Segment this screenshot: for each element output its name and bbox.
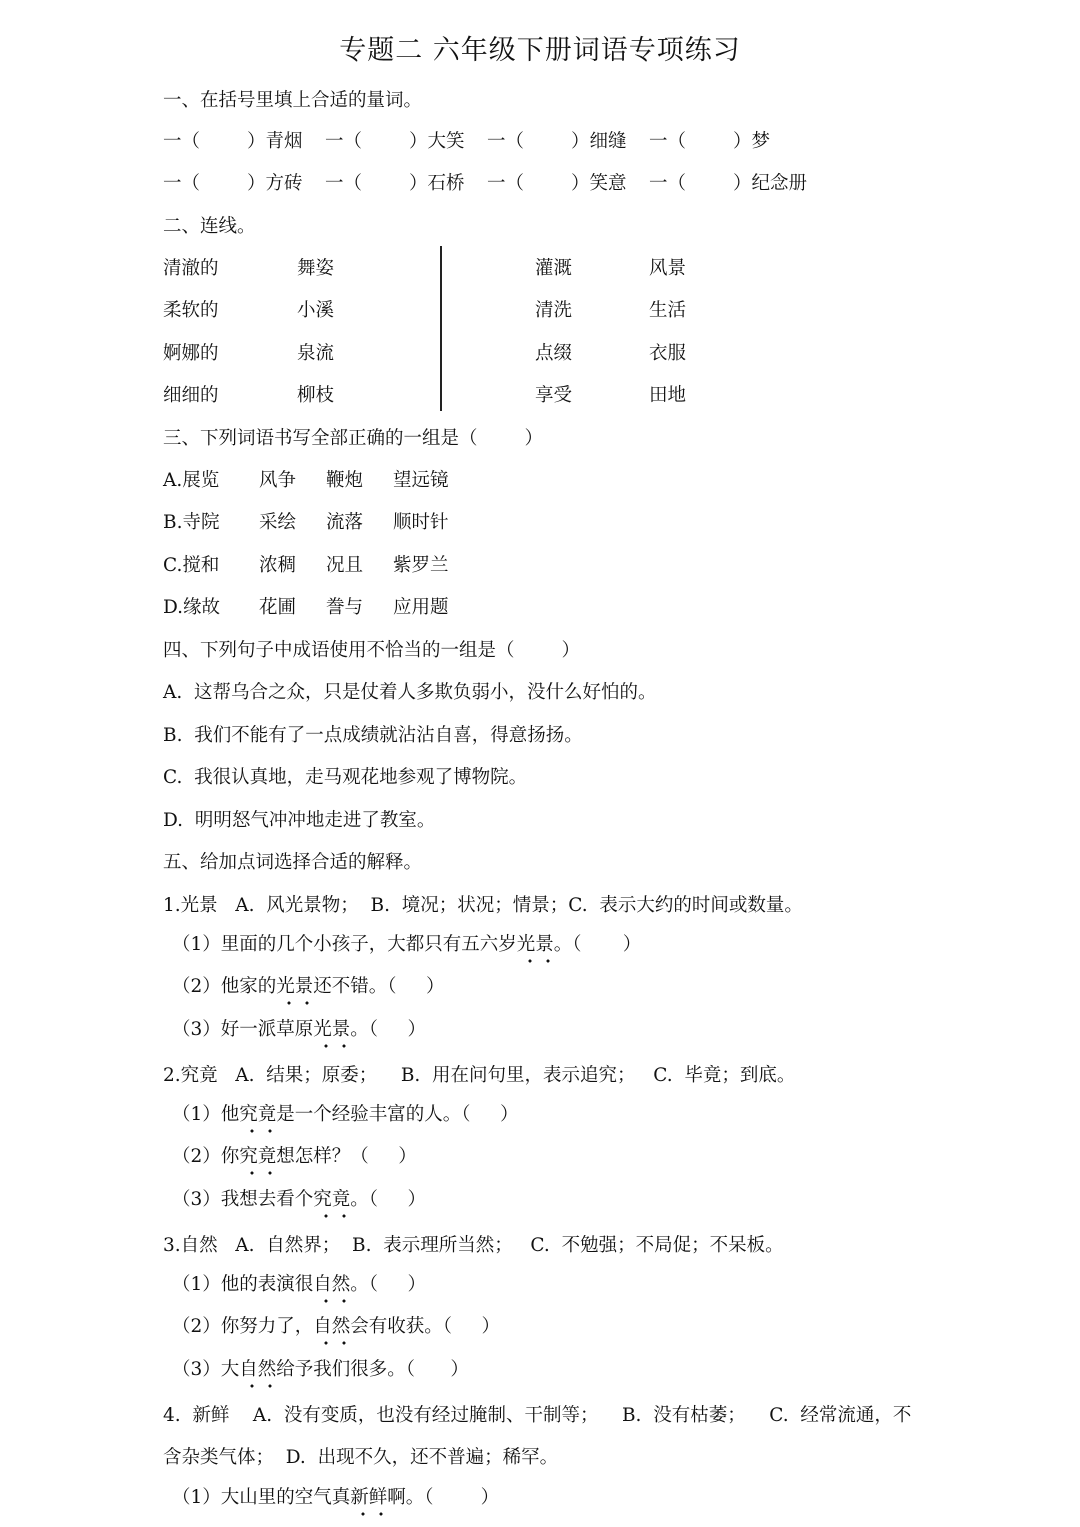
option-word: 顺时针: [393, 512, 449, 533]
question-item: [172, 1486, 499, 1510]
dotted-word: 光景: [276, 976, 314, 997]
match-right-target: 田地: [649, 385, 687, 406]
dotted-word: 自然: [313, 1316, 351, 1337]
question-item: [172, 1358, 469, 1382]
match-right-word: 点缀: [535, 343, 573, 364]
question-text: （3）好一派草原: [172, 1019, 314, 1040]
answer-blank[interactable]: 会有收获。（ ）: [350, 1316, 500, 1337]
answer-blank[interactable]: 想怎样？（ ）: [276, 1146, 417, 1167]
definition-line: 2.究竟 A. 结果；原委； B. 用在问句里，表示追究； C. 毕竟；到底。: [163, 1065, 796, 1086]
dotted-word: 光景: [313, 1019, 351, 1040]
question-text: （2）你努力了，: [172, 1316, 314, 1337]
blank-item[interactable]: 一（ ）青烟: [163, 131, 303, 152]
measure-word-row-2: [163, 172, 1063, 196]
section-1-heading: 一、在括号里填上合适的量词。: [163, 90, 423, 111]
match-right-target: 风景: [649, 258, 687, 279]
question-text: （1）他: [172, 1104, 240, 1125]
match-left-word: 婀娜的: [163, 343, 219, 364]
option-word: 鞭炮: [326, 470, 364, 491]
option-row: [163, 469, 1063, 493]
question-item: [172, 1018, 426, 1042]
match-right-word: 清洗: [535, 300, 573, 321]
blank-item[interactable]: 一（ ）石桥: [325, 173, 465, 194]
definition-line: 4. 新鲜 A. 没有变质，也没有经过腌制、干制等； B. 没有枯萎； C. 经常流通，不: [163, 1405, 912, 1426]
answer-blank[interactable]: 。（ ）: [350, 1019, 426, 1040]
match-row: [163, 299, 1063, 323]
section-5-heading: 五、给加点词选择合适的解释。: [163, 852, 423, 873]
option-word: 采绘: [259, 512, 297, 533]
question-text: （1）里面的几个小孩子，大都只有五六岁: [172, 934, 517, 955]
blank-item[interactable]: 一（ ）大笑: [325, 131, 465, 152]
option-word: 誊与: [326, 597, 364, 618]
answer-blank[interactable]: 。（ ）: [350, 1274, 426, 1295]
dotted-word: 光景: [516, 934, 554, 955]
answer-blank[interactable]: 给予我们很多。（ ）: [276, 1359, 469, 1380]
answer-blank[interactable]: 还不错。（ ）: [313, 976, 445, 997]
sentence-option: D. 明明怒气冲冲地走进了教室。: [163, 810, 436, 831]
answer-blank[interactable]: 。（ ）: [553, 934, 642, 955]
option-row: [163, 511, 1063, 535]
option-word: B.寺院: [163, 512, 220, 533]
question-text: （1）大山里的空气真: [172, 1487, 351, 1508]
page-title: 专题二 六年级下册词语专项练习: [339, 35, 741, 66]
question-text: （3）我想去看个: [172, 1189, 314, 1210]
question-item: [172, 1315, 500, 1339]
match-right-word: 灌溉: [535, 258, 573, 279]
dotted-word: 究竟: [239, 1146, 277, 1167]
blank-item[interactable]: 一（ ）笑意: [487, 173, 627, 194]
option-word: 应用题: [393, 597, 449, 618]
match-left-word: 清澈的: [163, 258, 219, 279]
definition-line: 1.光景 A. 风光景物； B. 境况；状况；情景；C. 表示大约的时间或数量。: [163, 895, 803, 916]
definition-line-continued: 含杂类气体； D. 出现不久，还不普遍；稀罕。: [163, 1447, 559, 1468]
dotted-word: 新鲜: [350, 1487, 388, 1508]
question-item: [172, 933, 641, 957]
option-word: A.展览: [163, 470, 220, 491]
option-word: C.搅和: [163, 555, 220, 576]
match-right-target: 生活: [649, 300, 687, 321]
question-text: （2）你: [172, 1146, 240, 1167]
match-left-target: 泉流: [297, 343, 335, 364]
match-left-target: 舞姿: [297, 258, 335, 279]
option-row: [163, 554, 1063, 578]
sentence-option: B. 我们不能有了一点成绩就沾沾自喜，得意扬扬。: [163, 725, 583, 746]
match-left-word: 柔软的: [163, 300, 219, 321]
option-word: 浓稠: [259, 555, 297, 576]
dotted-word: 自然: [239, 1359, 277, 1380]
measure-word-row-1: [163, 130, 1063, 154]
question-text: （1）他的表演很: [172, 1274, 314, 1295]
blank-item[interactable]: 一（ ）梦: [649, 131, 771, 152]
question-item: [172, 1103, 518, 1127]
option-word: D.缘故: [163, 597, 221, 618]
match-left-word: 细细的: [163, 385, 219, 406]
dotted-word: 究竟: [239, 1104, 277, 1125]
option-word: 况且: [326, 555, 364, 576]
match-right-word: 享受: [535, 385, 573, 406]
sentence-option: C. 我很认真地，走马观花地参观了博物院。: [163, 767, 528, 788]
option-word: 风争: [259, 470, 297, 491]
option-word: 花圃: [259, 597, 297, 618]
option-word: 望远镜: [393, 470, 449, 491]
dotted-word: 自然: [313, 1274, 351, 1295]
answer-blank[interactable]: 啊。（ ）: [387, 1487, 500, 1508]
option-word: 紫罗兰: [393, 555, 449, 576]
question-item: [172, 1273, 426, 1297]
question-item: [172, 975, 444, 999]
column-divider: [440, 246, 442, 411]
option-word: 流落: [326, 512, 364, 533]
dotted-word: 究竟: [313, 1189, 351, 1210]
match-row: [163, 257, 1063, 281]
match-right-target: 衣服: [649, 343, 687, 364]
question-item: [172, 1188, 426, 1212]
blank-item[interactable]: 一（ ）纪念册: [649, 173, 808, 194]
section-3-heading: 三、下列词语书写全部正确的一组是（ ）: [163, 428, 544, 449]
sentence-option: A. 这帮乌合之众，只是仗着人多欺负弱小，没什么好怕的。: [163, 682, 657, 703]
answer-blank[interactable]: 。（ ）: [350, 1189, 426, 1210]
match-row: [163, 342, 1063, 366]
section-2-heading: 二、连线。: [163, 216, 256, 237]
question-item: [172, 1145, 417, 1169]
match-row: [163, 384, 1063, 408]
blank-item[interactable]: 一（ ）方砖: [163, 173, 303, 194]
blank-item[interactable]: 一（ ）细缝: [487, 131, 627, 152]
match-left-target: 柳枝: [297, 385, 335, 406]
question-text: （2）他家的: [172, 976, 277, 997]
option-row: [163, 596, 1063, 620]
answer-blank[interactable]: 是一个经验丰富的人。（ ）: [276, 1104, 519, 1125]
match-left-target: 小溪: [297, 300, 335, 321]
section-4-heading: 四、下列句子中成语使用不恰当的一组是（ ）: [163, 640, 581, 661]
question-text: （3）大: [172, 1359, 240, 1380]
definition-line: 3.自然 A. 自然界； B. 表示理所当然； C. 不勉强；不局促；不呆板。: [163, 1235, 784, 1256]
